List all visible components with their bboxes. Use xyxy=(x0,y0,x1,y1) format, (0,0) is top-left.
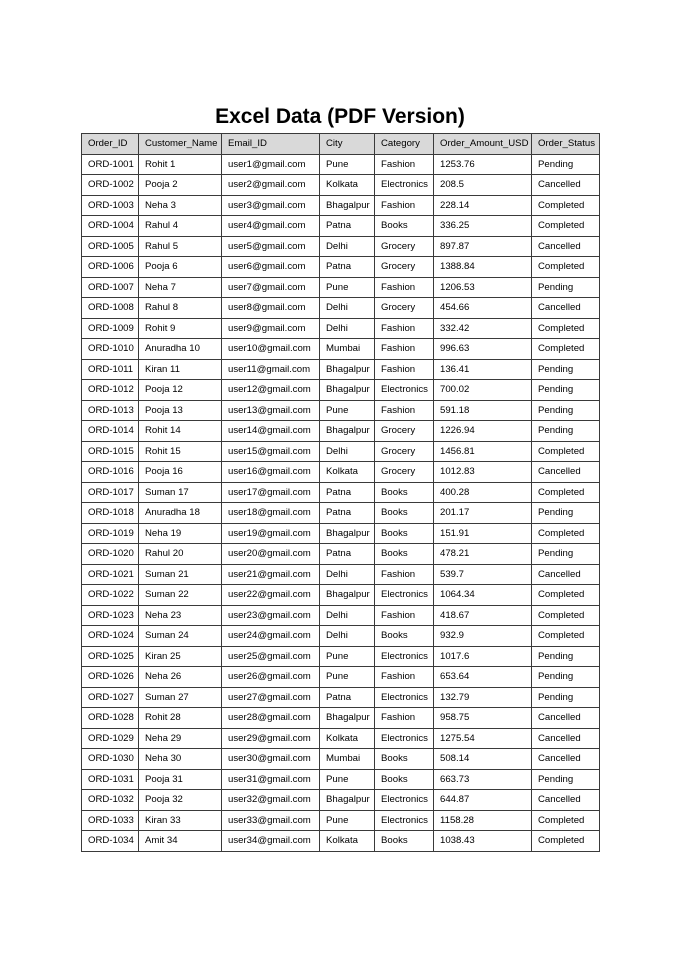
cell-email-id: user30@gmail.com xyxy=(222,749,320,770)
cell-order-amount: 1012.83 xyxy=(434,462,532,483)
cell-email-id: user27@gmail.com xyxy=(222,687,320,708)
cell-order-id: ORD-1012 xyxy=(82,380,139,401)
cell-category: Electronics xyxy=(375,175,434,196)
table-row xyxy=(82,687,600,708)
cell-category: Books xyxy=(375,831,434,852)
cell-category: Fashion xyxy=(375,318,434,339)
cell-customer-name: Pooja 2 xyxy=(139,175,222,196)
cell-order-id: ORD-1028 xyxy=(82,708,139,729)
cell-order-status: Completed xyxy=(532,257,600,278)
cell-email-id: user22@gmail.com xyxy=(222,585,320,606)
table-row xyxy=(82,236,600,257)
cell-order-amount: 539.7 xyxy=(434,564,532,585)
cell-customer-name: Neha 23 xyxy=(139,605,222,626)
table-row xyxy=(82,400,600,421)
cell-order-status: Completed xyxy=(532,605,600,626)
cell-order-id: ORD-1023 xyxy=(82,605,139,626)
cell-customer-name: Rohit 15 xyxy=(139,441,222,462)
cell-city: Delhi xyxy=(320,626,375,647)
cell-order-id: ORD-1026 xyxy=(82,667,139,688)
cell-customer-name: Anuradha 18 xyxy=(139,503,222,524)
cell-order-status: Completed xyxy=(532,831,600,852)
cell-city: Pune xyxy=(320,154,375,175)
table-row xyxy=(82,503,600,524)
cell-category: Books xyxy=(375,503,434,524)
cell-city: Bhagalpur xyxy=(320,195,375,216)
cell-order-amount: 478.21 xyxy=(434,544,532,565)
cell-city: Bhagalpur xyxy=(320,708,375,729)
cell-customer-name: Pooja 32 xyxy=(139,790,222,811)
cell-order-amount: 332.42 xyxy=(434,318,532,339)
cell-customer-name: Pooja 13 xyxy=(139,400,222,421)
cell-category: Fashion xyxy=(375,564,434,585)
cell-category: Fashion xyxy=(375,708,434,729)
column-header-order-id: Order_ID xyxy=(82,134,139,155)
cell-order-amount: 136.41 xyxy=(434,359,532,380)
cell-email-id: user8@gmail.com xyxy=(222,298,320,319)
table-row xyxy=(82,277,600,298)
cell-order-amount: 132.79 xyxy=(434,687,532,708)
cell-order-status: Completed xyxy=(532,810,600,831)
table-row xyxy=(82,195,600,216)
cell-order-id: ORD-1007 xyxy=(82,277,139,298)
cell-customer-name: Rahul 5 xyxy=(139,236,222,257)
cell-category: Electronics xyxy=(375,646,434,667)
cell-order-id: ORD-1008 xyxy=(82,298,139,319)
cell-email-id: user25@gmail.com xyxy=(222,646,320,667)
cell-order-amount: 591.18 xyxy=(434,400,532,421)
cell-email-id: user17@gmail.com xyxy=(222,482,320,503)
cell-order-id: ORD-1021 xyxy=(82,564,139,585)
column-header-customer-name: Customer_Name xyxy=(139,134,222,155)
column-header-order-status: Order_Status xyxy=(532,134,600,155)
cell-category: Books xyxy=(375,749,434,770)
cell-email-id: user6@gmail.com xyxy=(222,257,320,278)
cell-email-id: user18@gmail.com xyxy=(222,503,320,524)
cell-category: Grocery xyxy=(375,257,434,278)
table-row xyxy=(82,605,600,626)
cell-email-id: user23@gmail.com xyxy=(222,605,320,626)
cell-order-amount: 400.28 xyxy=(434,482,532,503)
orders-table xyxy=(81,133,600,852)
cell-customer-name: Neha 3 xyxy=(139,195,222,216)
cell-order-amount: 958.75 xyxy=(434,708,532,729)
cell-email-id: user12@gmail.com xyxy=(222,380,320,401)
cell-city: Bhagalpur xyxy=(320,380,375,401)
cell-city: Delhi xyxy=(320,564,375,585)
cell-order-status: Pending xyxy=(532,687,600,708)
cell-customer-name: Neha 19 xyxy=(139,523,222,544)
cell-order-id: ORD-1004 xyxy=(82,216,139,237)
cell-city: Delhi xyxy=(320,605,375,626)
cell-category: Electronics xyxy=(375,687,434,708)
cell-order-amount: 151.91 xyxy=(434,523,532,544)
cell-order-amount: 996.63 xyxy=(434,339,532,360)
cell-city: Patna xyxy=(320,503,375,524)
cell-order-status: Pending xyxy=(532,646,600,667)
cell-order-status: Completed xyxy=(532,482,600,503)
cell-customer-name: Neha 7 xyxy=(139,277,222,298)
cell-category: Grocery xyxy=(375,298,434,319)
cell-email-id: user33@gmail.com xyxy=(222,810,320,831)
cell-order-id: ORD-1030 xyxy=(82,749,139,770)
cell-order-amount: 653.64 xyxy=(434,667,532,688)
table-row xyxy=(82,831,600,852)
table-body xyxy=(82,154,600,851)
cell-customer-name: Amit 34 xyxy=(139,831,222,852)
column-header-city: City xyxy=(320,134,375,155)
cell-city: Pune xyxy=(320,400,375,421)
cell-category: Grocery xyxy=(375,462,434,483)
cell-city: Patna xyxy=(320,216,375,237)
cell-order-amount: 1253.76 xyxy=(434,154,532,175)
cell-category: Books xyxy=(375,544,434,565)
cell-order-amount: 228.14 xyxy=(434,195,532,216)
table-row xyxy=(82,482,600,503)
cell-order-id: ORD-1031 xyxy=(82,769,139,790)
cell-customer-name: Pooja 16 xyxy=(139,462,222,483)
cell-order-amount: 336.25 xyxy=(434,216,532,237)
column-header-email-id: Email_ID xyxy=(222,134,320,155)
cell-customer-name: Rohit 14 xyxy=(139,421,222,442)
cell-order-status: Completed xyxy=(532,585,600,606)
cell-order-status: Completed xyxy=(532,626,600,647)
cell-order-amount: 1275.54 xyxy=(434,728,532,749)
cell-customer-name: Neha 26 xyxy=(139,667,222,688)
cell-email-id: user29@gmail.com xyxy=(222,728,320,749)
cell-order-status: Pending xyxy=(532,154,600,175)
cell-customer-name: Kiran 11 xyxy=(139,359,222,380)
cell-order-status: Pending xyxy=(532,400,600,421)
cell-email-id: user2@gmail.com xyxy=(222,175,320,196)
table-row xyxy=(82,421,600,442)
cell-category: Books xyxy=(375,216,434,237)
cell-city: Mumbai xyxy=(320,339,375,360)
table-row xyxy=(82,585,600,606)
table-row xyxy=(82,564,600,585)
table-row xyxy=(82,359,600,380)
cell-customer-name: Rahul 20 xyxy=(139,544,222,565)
cell-city: Pune xyxy=(320,667,375,688)
cell-order-id: ORD-1029 xyxy=(82,728,139,749)
cell-order-amount: 1064.34 xyxy=(434,585,532,606)
cell-order-status: Pending xyxy=(532,667,600,688)
cell-order-amount: 1456.81 xyxy=(434,441,532,462)
table-row xyxy=(82,257,600,278)
cell-order-status: Pending xyxy=(532,359,600,380)
table-row xyxy=(82,708,600,729)
cell-email-id: user24@gmail.com xyxy=(222,626,320,647)
cell-city: Pune xyxy=(320,277,375,298)
cell-order-status: Pending xyxy=(532,769,600,790)
cell-city: Kolkata xyxy=(320,728,375,749)
cell-order-amount: 1017.6 xyxy=(434,646,532,667)
cell-category: Grocery xyxy=(375,441,434,462)
table-row xyxy=(82,667,600,688)
cell-customer-name: Suman 21 xyxy=(139,564,222,585)
cell-city: Delhi xyxy=(320,236,375,257)
cell-order-amount: 1206.53 xyxy=(434,277,532,298)
cell-city: Bhagalpur xyxy=(320,585,375,606)
cell-order-amount: 897.87 xyxy=(434,236,532,257)
table-row xyxy=(82,544,600,565)
cell-category: Fashion xyxy=(375,277,434,298)
cell-category: Grocery xyxy=(375,421,434,442)
cell-customer-name: Rahul 4 xyxy=(139,216,222,237)
cell-email-id: user3@gmail.com xyxy=(222,195,320,216)
cell-email-id: user15@gmail.com xyxy=(222,441,320,462)
cell-order-status: Completed xyxy=(532,523,600,544)
table-row xyxy=(82,749,600,770)
cell-order-id: ORD-1015 xyxy=(82,441,139,462)
cell-email-id: user4@gmail.com xyxy=(222,216,320,237)
cell-customer-name: Neha 29 xyxy=(139,728,222,749)
cell-order-amount: 208.5 xyxy=(434,175,532,196)
cell-city: Pune xyxy=(320,769,375,790)
cell-category: Fashion xyxy=(375,400,434,421)
cell-order-id: ORD-1033 xyxy=(82,810,139,831)
cell-order-amount: 1158.28 xyxy=(434,810,532,831)
cell-city: Pune xyxy=(320,646,375,667)
cell-order-id: ORD-1010 xyxy=(82,339,139,360)
cell-order-id: ORD-1011 xyxy=(82,359,139,380)
cell-city: Bhagalpur xyxy=(320,359,375,380)
cell-order-amount: 932.9 xyxy=(434,626,532,647)
cell-customer-name: Rohit 1 xyxy=(139,154,222,175)
cell-order-id: ORD-1014 xyxy=(82,421,139,442)
cell-city: Patna xyxy=(320,544,375,565)
cell-category: Electronics xyxy=(375,585,434,606)
table-row xyxy=(82,462,600,483)
cell-customer-name: Pooja 6 xyxy=(139,257,222,278)
cell-city: Patna xyxy=(320,257,375,278)
table-header-row xyxy=(82,134,600,155)
table-row xyxy=(82,790,600,811)
cell-customer-name: Rahul 8 xyxy=(139,298,222,319)
cell-order-amount: 1038.43 xyxy=(434,831,532,852)
table-row xyxy=(82,380,600,401)
cell-order-status: Pending xyxy=(532,380,600,401)
cell-order-id: ORD-1022 xyxy=(82,585,139,606)
table-row xyxy=(82,646,600,667)
cell-email-id: user34@gmail.com xyxy=(222,831,320,852)
cell-category: Grocery xyxy=(375,236,434,257)
cell-order-status: Pending xyxy=(532,544,600,565)
cell-order-status: Completed xyxy=(532,339,600,360)
cell-city: Kolkata xyxy=(320,175,375,196)
cell-order-id: ORD-1025 xyxy=(82,646,139,667)
column-header-category: Category xyxy=(375,134,434,155)
cell-order-id: ORD-1020 xyxy=(82,544,139,565)
cell-city: Delhi xyxy=(320,298,375,319)
cell-customer-name: Suman 24 xyxy=(139,626,222,647)
cell-order-id: ORD-1016 xyxy=(82,462,139,483)
page-title: Excel Data (PDF Version) xyxy=(215,105,465,129)
cell-city: Kolkata xyxy=(320,831,375,852)
cell-email-id: user1@gmail.com xyxy=(222,154,320,175)
cell-customer-name: Rohit 28 xyxy=(139,708,222,729)
cell-city: Patna xyxy=(320,687,375,708)
cell-order-status: Completed xyxy=(532,441,600,462)
cell-order-amount: 700.02 xyxy=(434,380,532,401)
cell-order-id: ORD-1002 xyxy=(82,175,139,196)
cell-city: Bhagalpur xyxy=(320,790,375,811)
table-row xyxy=(82,175,600,196)
cell-city: Kolkata xyxy=(320,462,375,483)
cell-order-status: Completed xyxy=(532,318,600,339)
cell-category: Fashion xyxy=(375,667,434,688)
table-row xyxy=(82,523,600,544)
cell-city: Patna xyxy=(320,482,375,503)
cell-customer-name: Pooja 12 xyxy=(139,380,222,401)
table-row xyxy=(82,339,600,360)
cell-email-id: user13@gmail.com xyxy=(222,400,320,421)
cell-order-amount: 663.73 xyxy=(434,769,532,790)
cell-order-id: ORD-1006 xyxy=(82,257,139,278)
table-row xyxy=(82,154,600,175)
cell-category: Electronics xyxy=(375,728,434,749)
cell-order-status: Pending xyxy=(532,503,600,524)
cell-customer-name: Rohit 9 xyxy=(139,318,222,339)
table-row xyxy=(82,728,600,749)
cell-order-id: ORD-1005 xyxy=(82,236,139,257)
cell-email-id: user31@gmail.com xyxy=(222,769,320,790)
table-row xyxy=(82,216,600,237)
cell-order-amount: 201.17 xyxy=(434,503,532,524)
cell-customer-name: Pooja 31 xyxy=(139,769,222,790)
cell-order-status: Cancelled xyxy=(532,298,600,319)
cell-order-amount: 418.67 xyxy=(434,605,532,626)
table-row xyxy=(82,810,600,831)
cell-order-status: Cancelled xyxy=(532,175,600,196)
table-row xyxy=(82,769,600,790)
cell-customer-name: Kiran 25 xyxy=(139,646,222,667)
cell-order-status: Cancelled xyxy=(532,790,600,811)
cell-customer-name: Suman 17 xyxy=(139,482,222,503)
cell-customer-name: Neha 30 xyxy=(139,749,222,770)
cell-order-id: ORD-1034 xyxy=(82,831,139,852)
cell-order-id: ORD-1019 xyxy=(82,523,139,544)
cell-order-id: ORD-1009 xyxy=(82,318,139,339)
cell-order-status: Cancelled xyxy=(532,236,600,257)
cell-email-id: user21@gmail.com xyxy=(222,564,320,585)
table-row xyxy=(82,298,600,319)
cell-email-id: user5@gmail.com xyxy=(222,236,320,257)
cell-order-status: Completed xyxy=(532,195,600,216)
cell-order-status: Cancelled xyxy=(532,564,600,585)
cell-city: Delhi xyxy=(320,441,375,462)
cell-order-id: ORD-1013 xyxy=(82,400,139,421)
cell-category: Books xyxy=(375,523,434,544)
cell-email-id: user10@gmail.com xyxy=(222,339,320,360)
cell-email-id: user9@gmail.com xyxy=(222,318,320,339)
column-header-order-amount: Order_Amount_USD xyxy=(434,134,532,155)
cell-order-id: ORD-1003 xyxy=(82,195,139,216)
table-row xyxy=(82,626,600,647)
cell-category: Books xyxy=(375,482,434,503)
cell-email-id: user20@gmail.com xyxy=(222,544,320,565)
cell-order-id: ORD-1018 xyxy=(82,503,139,524)
cell-category: Electronics xyxy=(375,810,434,831)
cell-city: Bhagalpur xyxy=(320,523,375,544)
cell-order-status: Cancelled xyxy=(532,728,600,749)
cell-order-status: Cancelled xyxy=(532,708,600,729)
cell-order-id: ORD-1027 xyxy=(82,687,139,708)
cell-order-status: Completed xyxy=(532,216,600,237)
cell-email-id: user19@gmail.com xyxy=(222,523,320,544)
cell-category: Fashion xyxy=(375,339,434,360)
cell-order-amount: 1226.94 xyxy=(434,421,532,442)
cell-order-id: ORD-1032 xyxy=(82,790,139,811)
cell-category: Books xyxy=(375,626,434,647)
cell-city: Pune xyxy=(320,810,375,831)
cell-category: Books xyxy=(375,769,434,790)
cell-customer-name: Suman 22 xyxy=(139,585,222,606)
cell-order-id: ORD-1017 xyxy=(82,482,139,503)
cell-order-amount: 644.87 xyxy=(434,790,532,811)
cell-customer-name: Suman 27 xyxy=(139,687,222,708)
cell-category: Fashion xyxy=(375,605,434,626)
cell-category: Fashion xyxy=(375,195,434,216)
cell-email-id: user26@gmail.com xyxy=(222,667,320,688)
table-row xyxy=(82,318,600,339)
cell-order-id: ORD-1024 xyxy=(82,626,139,647)
cell-order-status: Pending xyxy=(532,421,600,442)
cell-city: Delhi xyxy=(320,318,375,339)
cell-order-amount: 454.66 xyxy=(434,298,532,319)
cell-city: Mumbai xyxy=(320,749,375,770)
cell-order-id: ORD-1001 xyxy=(82,154,139,175)
cell-email-id: user14@gmail.com xyxy=(222,421,320,442)
cell-category: Electronics xyxy=(375,790,434,811)
cell-city: Bhagalpur xyxy=(320,421,375,442)
cell-category: Fashion xyxy=(375,154,434,175)
cell-email-id: user16@gmail.com xyxy=(222,462,320,483)
cell-order-amount: 1388.84 xyxy=(434,257,532,278)
cell-order-status: Pending xyxy=(532,277,600,298)
table-row xyxy=(82,441,600,462)
cell-email-id: user11@gmail.com xyxy=(222,359,320,380)
cell-customer-name: Kiran 33 xyxy=(139,810,222,831)
cell-category: Electronics xyxy=(375,380,434,401)
cell-order-status: Cancelled xyxy=(532,749,600,770)
cell-category: Fashion xyxy=(375,359,434,380)
cell-order-status: Cancelled xyxy=(532,462,600,483)
cell-email-id: user28@gmail.com xyxy=(222,708,320,729)
cell-email-id: user7@gmail.com xyxy=(222,277,320,298)
cell-order-amount: 508.14 xyxy=(434,749,532,770)
cell-customer-name: Anuradha 10 xyxy=(139,339,222,360)
cell-email-id: user32@gmail.com xyxy=(222,790,320,811)
